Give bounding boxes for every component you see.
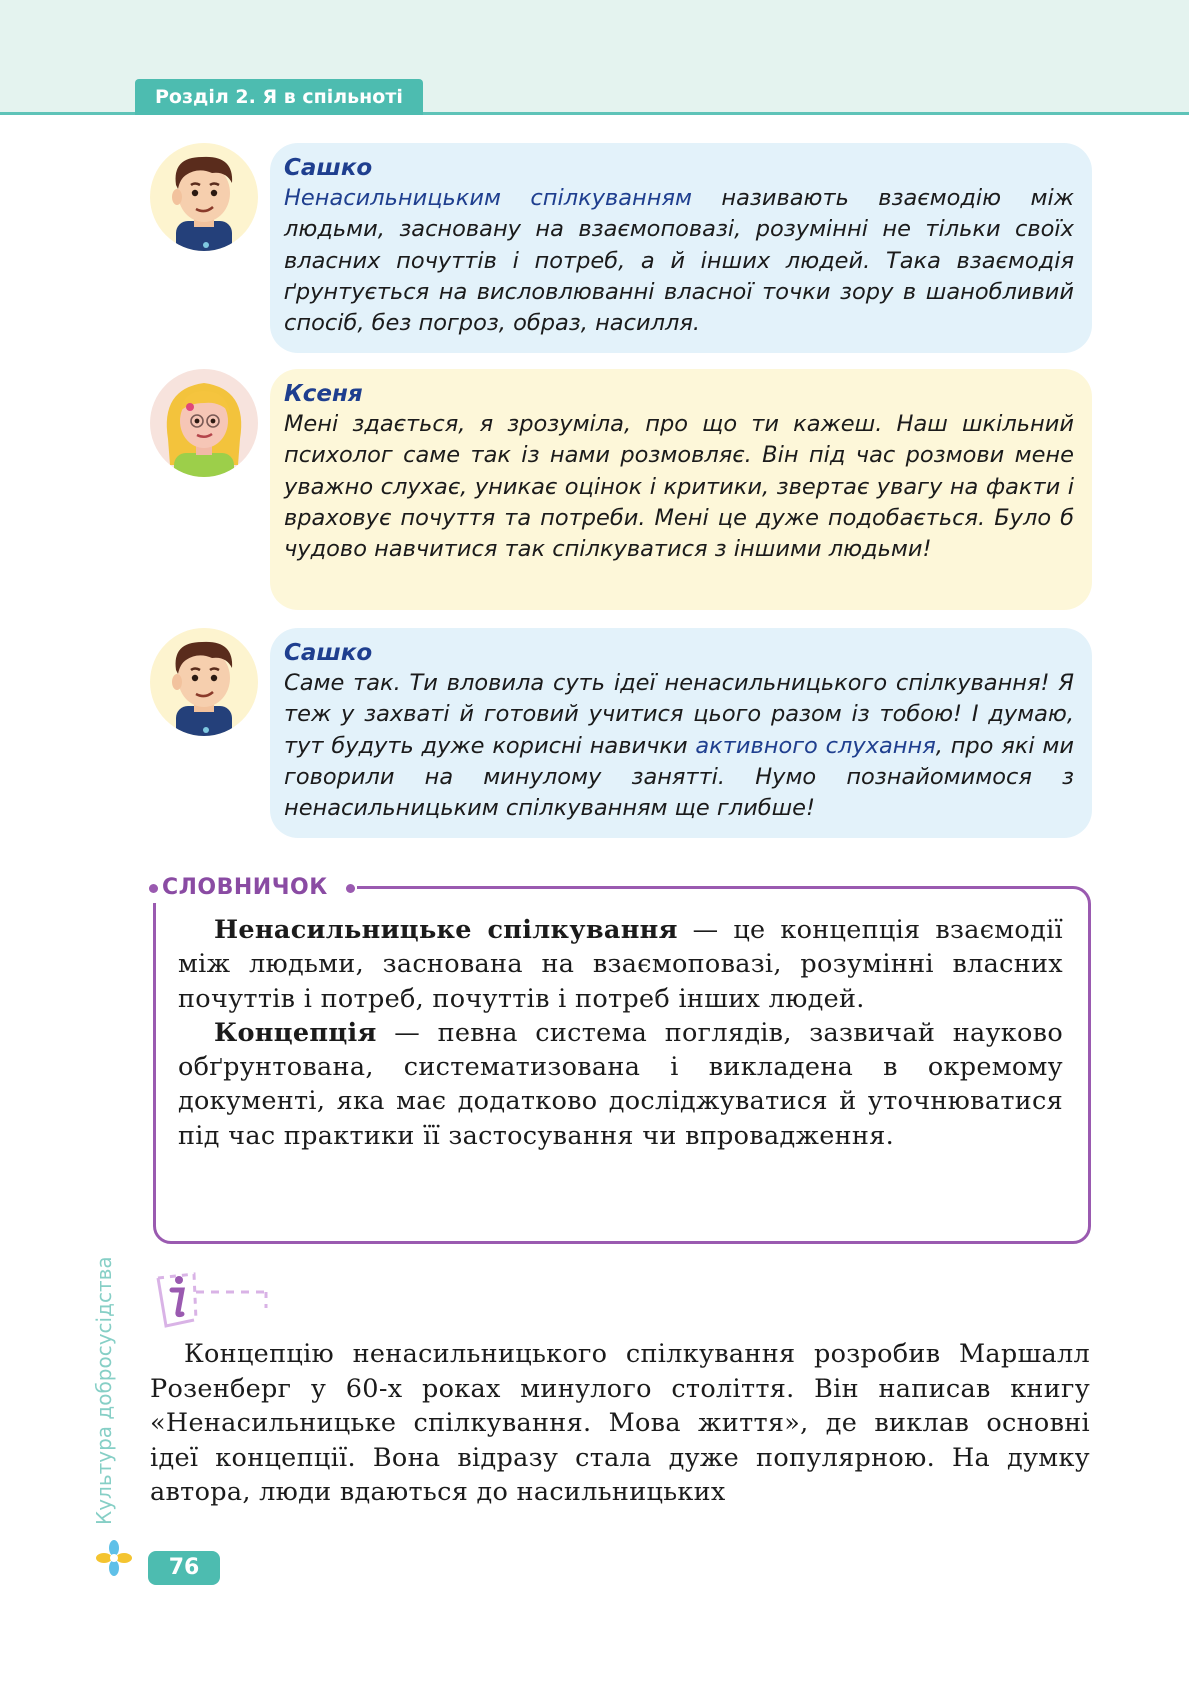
speech-text: Саме так. Ти вловила суть ідеї ненасильницького спілкування! Я теж у захваті й готовий учитися цього разом із тобою! І думаю, тут будуть дуже корисні навички активного слухання, про які ми говорили на минулому занятті. Нумо познайомимося з ненасильницьким спілкуванням ще глибше!	[284, 670, 1075, 822]
page-number: 76	[148, 1551, 220, 1585]
glossary-term: Ненасильницьке спілкування	[214, 915, 678, 945]
glossary-entry: Концепція — певна система поглядів, зазвичай науково обґрунтована, систематизована і викладена в окремому документі, яка має додатково досліджуватися й уточнюватися під час практики її застосування чи впровадження.	[178, 1017, 1063, 1151]
glossary-entry: Ненасильницьке спілкування — це концепція взаємодії між людьми, заснована на взаємоповазі, розумінні власних почуттів і потреб, почуттів і потреб інших людей.	[178, 915, 1063, 1014]
speaker-name: Сашко	[284, 155, 373, 181]
boy-avatar-icon	[150, 628, 258, 736]
speaker-name: Ксеня	[284, 381, 363, 407]
boy-avatar-icon	[150, 143, 258, 251]
glossary-term: Концепція	[214, 1017, 377, 1048]
side-section-title: Культура добросусідства	[92, 1256, 116, 1525]
glossary-label: СЛОВНИЧОК	[162, 875, 328, 900]
speech-bubble	[270, 143, 1092, 353]
girl-avatar-icon	[150, 369, 258, 477]
glossary-dot-icon	[149, 884, 158, 893]
speaker-name: Сашко	[284, 640, 373, 666]
speech-bubble	[270, 628, 1092, 838]
info-icon	[152, 1270, 272, 1330]
chapter-tab: Розділ 2. Я в спільноті	[135, 79, 423, 115]
glossary-text	[178, 913, 1063, 1153]
highlighted-term: активного слухання	[695, 732, 936, 759]
glossary-dot-icon	[346, 884, 355, 893]
flower-icon	[96, 1540, 132, 1576]
speech-text: Ненасильницьким спілкуванням називають взаємодію між людьми, засновану на взаємоповазі, розумінні не тільки своїх власних почуттів і потреб, а й інших людей. Така взаємодія ґрунтується на висловлюванні власної точки зору в шанобливий спосіб, без погроз, образ, насилля.	[284, 185, 1074, 337]
speech-bubble	[270, 369, 1092, 610]
info-text: Концепцію ненасильницького спілкування розробив Маршалл Розенберг у 60-х роках минулого століття. Він написав книгу «Ненасильницьке спілкування. Мова життя», де виклав основні ідеї концепції. Вона відразу стала дуже популярною. На думку автора, люди вдаються до насильницьких	[150, 1339, 1090, 1507]
speech-text: Мені здається, я зрозуміла, про що ти кажеш. Наш шкільний психолог саме так із нами розмовляє. Він під час розмови мене уважно слухає, уникає оцінок і критики, звертає увагу на факти і враховує почуття та потреби. Мені це дуже подобається. Було б чудово навчитися так спілкуватися з іншими людьми!	[284, 411, 1074, 563]
highlighted-term: Ненасильницьким спілкуванням	[284, 185, 692, 211]
